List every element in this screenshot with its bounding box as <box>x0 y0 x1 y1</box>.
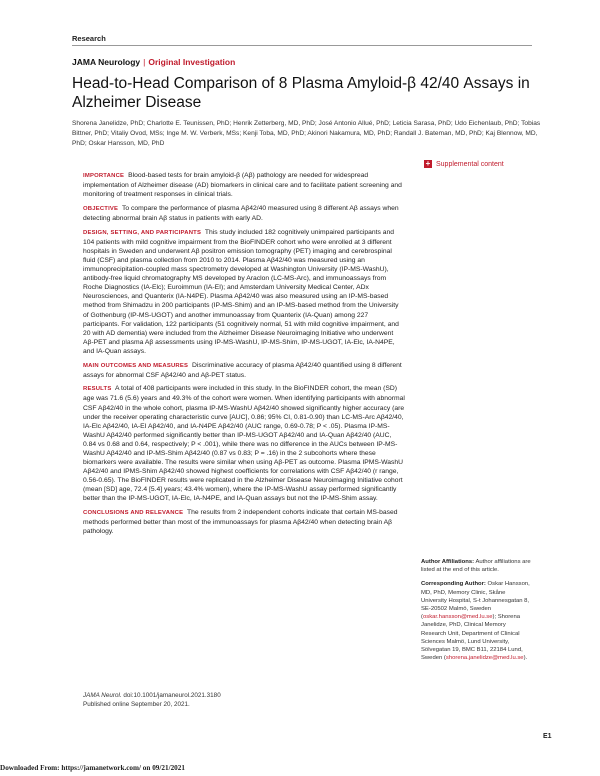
journal-line <box>72 57 235 67</box>
abstract-text: A total of 408 participants were included in this study. In the BioFINDER cohort, the mean (SD) age was 71.6 (5.6) years and 49.3% of the cohort were women. When identifying participants with abnormal CSF Aβ42/40 in the whole cohort, plasma IP-MS-WashU Aβ42/40 showed significantly higher accuracy (are under the receiver operating characteristic curve [AUC], 0.86; 95% CI, 0.81-0.90) than LC-MS-Arc Aβ42/40, IA-Elc Aβ42/40, IA-EI Aβ42/40, and IA-N4PE Aβ42/40 (AUC range, 0.69-0.78; P < .05). Plasma IP-MS-WashU Aβ42/40 performed significantly better than IP-MS-UGOT Aβ42/40 and IA-Quan Aβ42/40 (AUC, 0.84 vs 0.68 and 0.64, respectively; P < .001), while there was no difference in the AUCs between IP-MS-WashU Aβ42/40 and IP-MS-Shim Aβ42/40 (0.87 vs 0.83; P = .16) in the 2 subcohorts where these biomarkers were available. The results were similar when using Aβ-PET as outcome. Plasma IPMS-WashU Aβ42/40 and IPMS-Shim Aβ42/40 showed highest coefficients for correlations with CSF Aβ42/40 (r range, 0.56-0.65). The BioFINDER results were replicated in the Alzheimer Disease Neuroimaging Initiative cohort (mean [SD] age, 72.4 [5.4] years; 43.4% women), where the IP-MS-WashU assay performed significantly better than the IP-MS-UGOT, IA-Elc, IA-N4PE, and IA-Quan assays but not the IP-MS-Shim assay. <box>83 385 405 503</box>
abstract-text: Blood-based tests for brain amyloid-β (Aβ) pathology are needed for widespread implementation of Alzheimer disease (AD) biomarkers in clinical care and to facilitate patient screening and monitoring of treatment responses in clinical trials. <box>83 172 402 199</box>
corresponding-text: ); Shorena Janelidze, PhD, Clinical Memory Research Unit, Department of Clinical Sciences Malmö, Lund University, Sölvegatan 19, BMC B11, 22184 Lund, Sweden ( <box>421 614 523 662</box>
citation <box>83 691 383 709</box>
email-link[interactable]: oskar.hansson@med.lu.se <box>422 614 493 621</box>
abstract-importance <box>83 171 405 199</box>
journal-name: JAMA Neurology <box>72 57 141 67</box>
email-link[interactable]: shorena.janelidze@med.lu.se <box>445 655 524 662</box>
corresponding-label: Corresponding Author: <box>421 581 486 588</box>
abstract-outcomes <box>83 361 405 380</box>
section-label: Research <box>72 34 106 43</box>
abstract-heading: IMPORTANCE <box>83 173 125 179</box>
header-rule <box>72 45 532 46</box>
abstract-text: This study included 182 cognitively unimpaired participants and 104 patients with mild cognitive impairment from the BioFINDER cohort who were enrolled at 3 different hospitals in Sweden and underwent Aβ positron emission tomography (PET) imaging and cerebrospinal fluid (CSF) and plasma collection from 2010 to 2014. Plasma Aβ42/40 was measured using an immunoprecipitation-coupled mass spectrometry developed at Washington University (IP-MS-WashU), antibody-free liquid chromatography MS developed by Araclon (LC-MS-Arc), and immunoassays from Roche Diagnostics (IA-Elc); Euroimmun (IA-EI); and Amsterdam University Medical Center, ADx Neurosciences, and Quanterix (IA-N4PE). Plasma Aβ42/40 was also measured using an IP-MS-based method from Shimadzu in 200 participants (IP-MS-Shim) and an IP-MS-based method from the University of Gothenburg (IP-MS-UGOT) and another immunoassay from Quanterix (IA-Quan) among 227 participants. For validation, 122 participants (51 cognitively normal, 51 with mild cognitive impairment, and 20 with AD dementia) were included from the Alzheimer Disease Neuroimaging Initiative who underwent Aβ-PET and plasma Aβ assessments using IP-MS-WashU, IP-MS-Shim, IP-MS-UGOT, IA-Elc, IA-N4PE, and IA-Quan assays. <box>83 228 399 355</box>
corresponding-text: ). <box>523 655 528 662</box>
affiliations-label: Author Affiliations: <box>421 559 475 565</box>
abstract-results <box>83 384 405 503</box>
journal-separator: | <box>143 57 146 67</box>
citation-published: Published online September 20, 2021. <box>83 701 190 708</box>
download-footer: Downloaded From: https://jamanetwork.com/ on 09/21/2021 <box>0 764 185 772</box>
citation-doi-line <box>83 691 383 700</box>
affiliations-text: Author affiliations are listed at the end of this article. <box>421 559 531 574</box>
abstract-text: Discriminative accuracy of plasma Aβ42/40 quantified using 8 different assays for abnormal CSF Aβ42/40 and Aβ-PET status. <box>83 361 402 379</box>
author-info-sidebar <box>421 558 531 668</box>
abstract-heading: RESULTS <box>83 386 112 393</box>
page-number: E1 <box>543 733 552 740</box>
abstract <box>83 171 405 541</box>
corresponding-author <box>421 580 531 662</box>
author-list: Shorena Janelidze, PhD; Charlotte E. Teunissen, PhD; Henrik Zetterberg, MD, PhD; José Antonio Allué, PhD; Leticia Sarasa, PhD; Udo Eichenlaub, PhD; Tobias Bittner, PhD; Vitaliy Ovod, MSs; Inge M. W. Verberk, MSs; Kenji Toba, MD, PhD; Akinori Nakamura, MD, PhD; Randall J. Bateman, MD, PhD; Kaj Blennow, MD, PhD; Oskar Hansson, MD, PhD <box>72 120 541 147</box>
abstract-design <box>83 228 405 356</box>
abstract-conclusions <box>83 508 405 536</box>
abstract-text: To compare the performance of plasma Aβ42/40 measured using 8 different Aβ assays when detecting abnormal brain Aβ status in patients with early AD. <box>83 204 399 222</box>
article-type: Original Investigation <box>148 57 236 67</box>
plus-icon: + <box>425 159 431 168</box>
abstract-text: The results from 2 independent cohorts indicate that certain MS-based methods performed better than most of the immunoassays for plasma Aβ42/40 when detecting brain Aβ pathology. <box>83 509 398 536</box>
abstract-heading: DESIGN, SETTING, AND PARTICIPANTS <box>83 229 202 236</box>
author-affiliations <box>421 558 531 574</box>
abstract-heading: CONCLUSIONS AND RELEVANCE <box>83 510 184 517</box>
article-title: Head-to-Head Comparison of 8 Plasma Amyloid-β 42/40 Assays in Alzheimer Disease <box>72 75 530 111</box>
corresponding-text: Oskar Hansson, MD, PhD, Memory Clinic, Skåne University Hospital, S-t Johannesgatan 8, SE-20502 Malmö, Sweden ( <box>421 581 530 621</box>
citation-journal: JAMA Neurol. <box>83 692 122 699</box>
supplemental-content-label: Supplemental content <box>436 160 504 168</box>
abstract-heading: MAIN OUTCOMES AND MEASURES <box>83 362 189 369</box>
abstract-heading: OBJECTIVE <box>83 205 119 212</box>
citation-doi[interactable]: doi:10.1001/jamaneurol.2021.3180 <box>123 692 221 699</box>
supplemental-content-link[interactable] <box>424 160 504 168</box>
abstract-objective <box>83 204 405 223</box>
